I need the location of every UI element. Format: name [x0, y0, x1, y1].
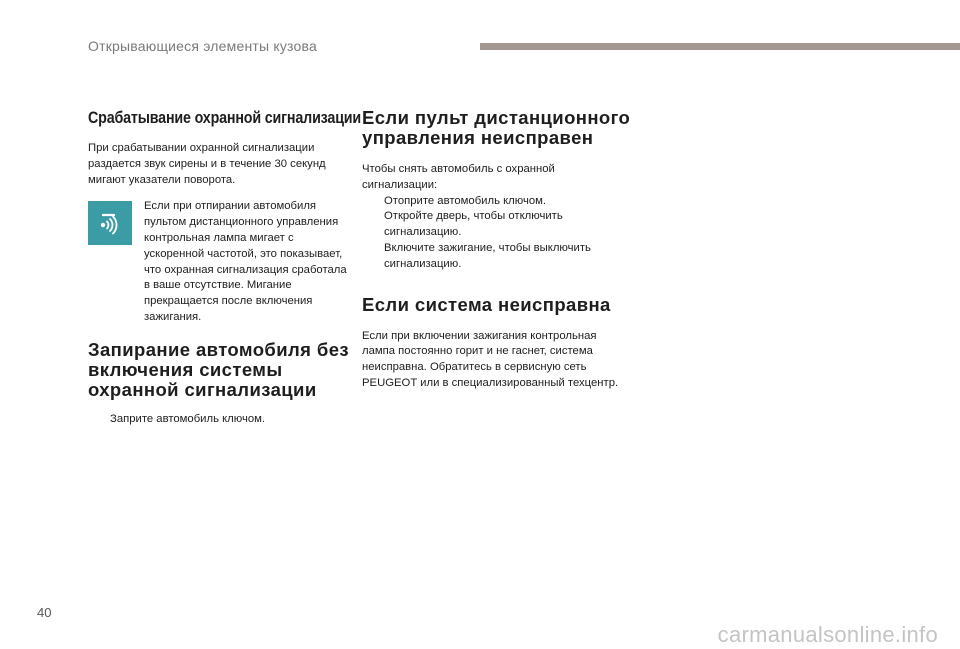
- right-column: [362, 108, 632, 392]
- system-fault-text: Если при включении зажигания контрольная лампа постоянно горит и не гаснет, система неисправна. Обратитесь в сервисную сеть PEUGEOT или в специализированный техцентр.: [362, 329, 619, 389]
- list-item: [362, 241, 632, 273]
- remote-fault-steps: [362, 194, 632, 273]
- alarm-trigger-heading: Срабатывание охранной сигнализации: [88, 108, 362, 127]
- step-text: Отоприте автомобиль ключом.: [384, 194, 547, 207]
- remote-fault-intro: Чтобы снять автомобиль с охранной сигнализации:: [362, 163, 555, 191]
- step-text: Включите зажигание, чтобы выключить сигнализацию.: [384, 241, 591, 270]
- warning-text: Если при отпирании автомобиля пультом дистанционного управления контрольная лампа мигает с ускоренной частотой, это показывает, что охранная сигнализация сработала в ваше отсутствие. Мигание прекращается после включения зажигания.: [144, 200, 347, 323]
- header-bar: [480, 43, 960, 50]
- system-fault-heading: Если система неисправна: [362, 293, 611, 315]
- list-item: [362, 194, 632, 210]
- section-title: Открывающиеся элементы кузова: [88, 38, 317, 54]
- step-text: Заприте автомобиль ключом.: [110, 412, 266, 425]
- list-item: [88, 412, 353, 428]
- lock-without-alarm-heading: Запирание автомобиля без включения системы охранной сигнализации: [88, 338, 350, 400]
- page-number: 40: [37, 605, 52, 620]
- alarm-trigger-text: При срабатывании охранной сигнализации раздается звук сирены и в течение 30 секунд мигают указатели поворота.: [88, 142, 326, 186]
- remote-fault-heading: Если пульт дистанционного управления неисправен: [362, 107, 631, 148]
- left-column: [88, 108, 362, 428]
- alarm-warning-lamp-icon: [88, 201, 132, 245]
- watermark: carmanualsonline.info: [717, 622, 938, 647]
- warning-block: [88, 199, 353, 325]
- step-text: Откройте дверь, чтобы отключить сигнализацию.: [384, 210, 563, 239]
- list-item: [362, 209, 632, 241]
- lock-steps-list: [88, 412, 353, 428]
